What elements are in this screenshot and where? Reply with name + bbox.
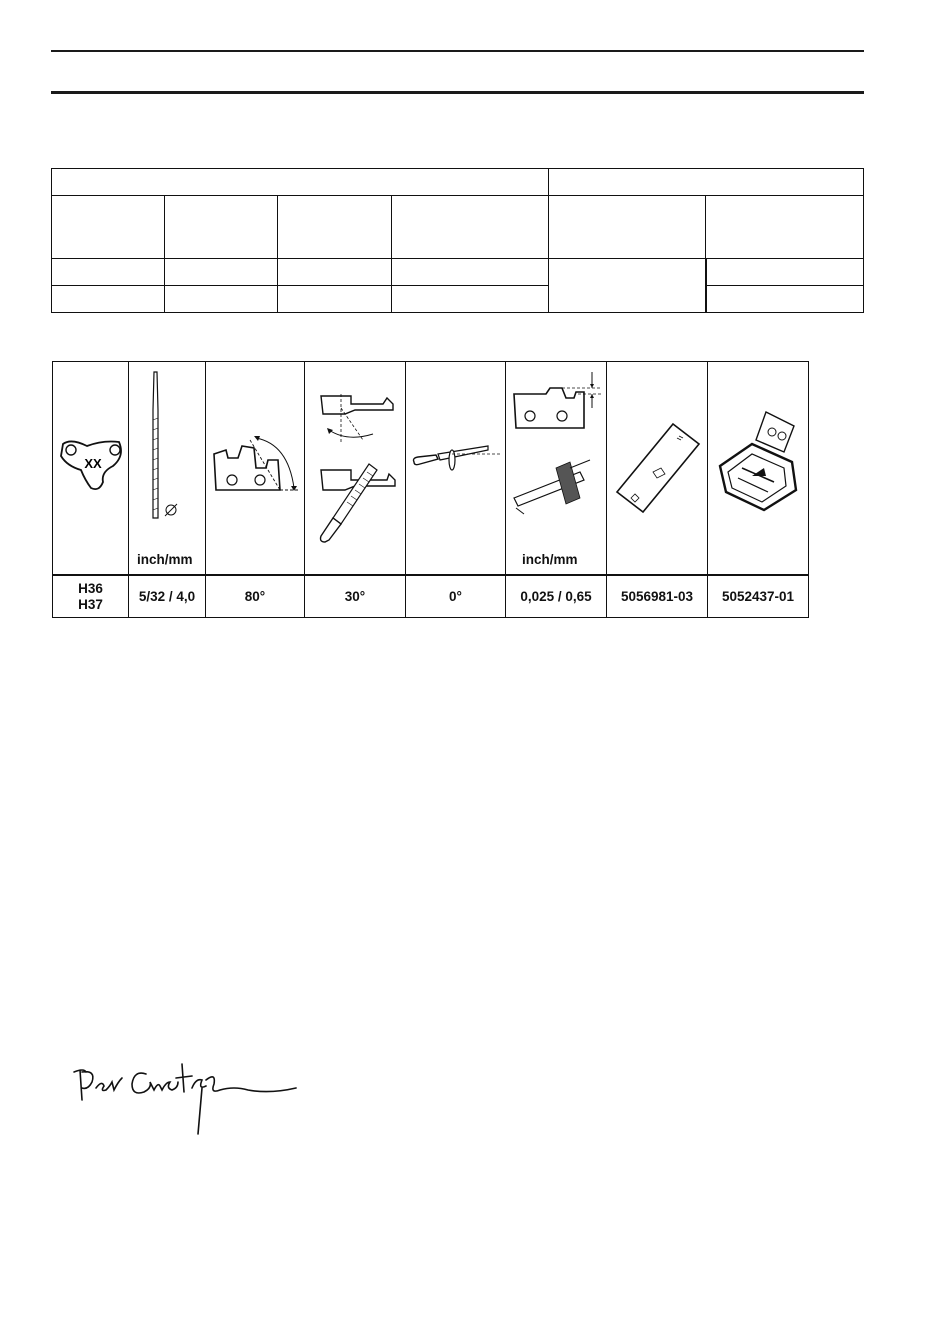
spec-table-cell xyxy=(706,259,864,286)
file-gauge-value: 5052437-01 xyxy=(721,588,795,604)
spec-table-cell xyxy=(165,259,278,286)
spec-table-subheader xyxy=(278,196,392,259)
column-file-angle xyxy=(406,362,506,617)
header-rule-top xyxy=(51,50,864,52)
spec-table-cell xyxy=(278,259,392,286)
column-chain xyxy=(53,362,129,617)
chain-models xyxy=(53,575,128,618)
column-depth-gauge-tool xyxy=(607,362,708,617)
round-file-icon xyxy=(139,370,199,520)
spec-table-subheader xyxy=(52,196,165,259)
column-top-plate-angle xyxy=(206,362,305,617)
spec-table-subheader xyxy=(549,196,706,259)
cutter-top-plate-angle-icon xyxy=(210,430,302,502)
signature xyxy=(70,1060,300,1140)
spec-table-cell-merged xyxy=(549,259,706,312)
column-file-gauge xyxy=(708,362,808,617)
column-depth-gauge xyxy=(506,362,607,617)
spec-table-cell xyxy=(52,286,165,312)
spec-table-subheader xyxy=(392,196,549,259)
depth-gauge-tool-icon xyxy=(613,418,703,518)
header-rule-bottom xyxy=(51,91,864,94)
file-gauge-tool-icon xyxy=(712,406,804,516)
column-file xyxy=(129,362,206,617)
file-diameter-value: 5/32 / 4,0 xyxy=(138,588,196,604)
depth-gauge-icon xyxy=(510,368,604,518)
chain-link-xx-icon xyxy=(57,436,125,496)
spec-table-subheader xyxy=(165,196,278,259)
spec-table-header-right xyxy=(549,169,864,196)
file-angle-value: 0° xyxy=(449,588,462,604)
chain-model: H37 xyxy=(78,596,103,612)
spec-table-cell xyxy=(165,286,278,312)
chain-model: H36 xyxy=(78,580,103,596)
spec-table-cell xyxy=(392,259,549,286)
spec-table-cell xyxy=(278,286,392,312)
cutter-sharpening-angle-icon xyxy=(311,384,401,544)
sharpening-table xyxy=(52,361,809,618)
spec-table-subheader xyxy=(706,196,864,259)
depth-gauge-setting-value: 0,025 / 0,65 xyxy=(520,588,592,604)
file-unit-label: inch/mm xyxy=(137,552,193,567)
spec-table-header-left xyxy=(52,169,549,196)
column-sharpening-angle xyxy=(305,362,406,617)
spec-table-cell xyxy=(52,259,165,286)
spec-table xyxy=(51,168,864,313)
spec-table-cell xyxy=(392,286,549,312)
file-holder-icon xyxy=(408,440,504,480)
depth-gauge-unit-label: inch/mm xyxy=(522,552,578,567)
depth-gauge-tool-value: 5056981-03 xyxy=(620,588,694,604)
svg-text:XX: XX xyxy=(84,456,102,471)
spec-table-cell xyxy=(706,286,864,312)
top-plate-angle-value: 80° xyxy=(244,588,266,604)
sharpening-angle-value: 30° xyxy=(344,588,366,604)
